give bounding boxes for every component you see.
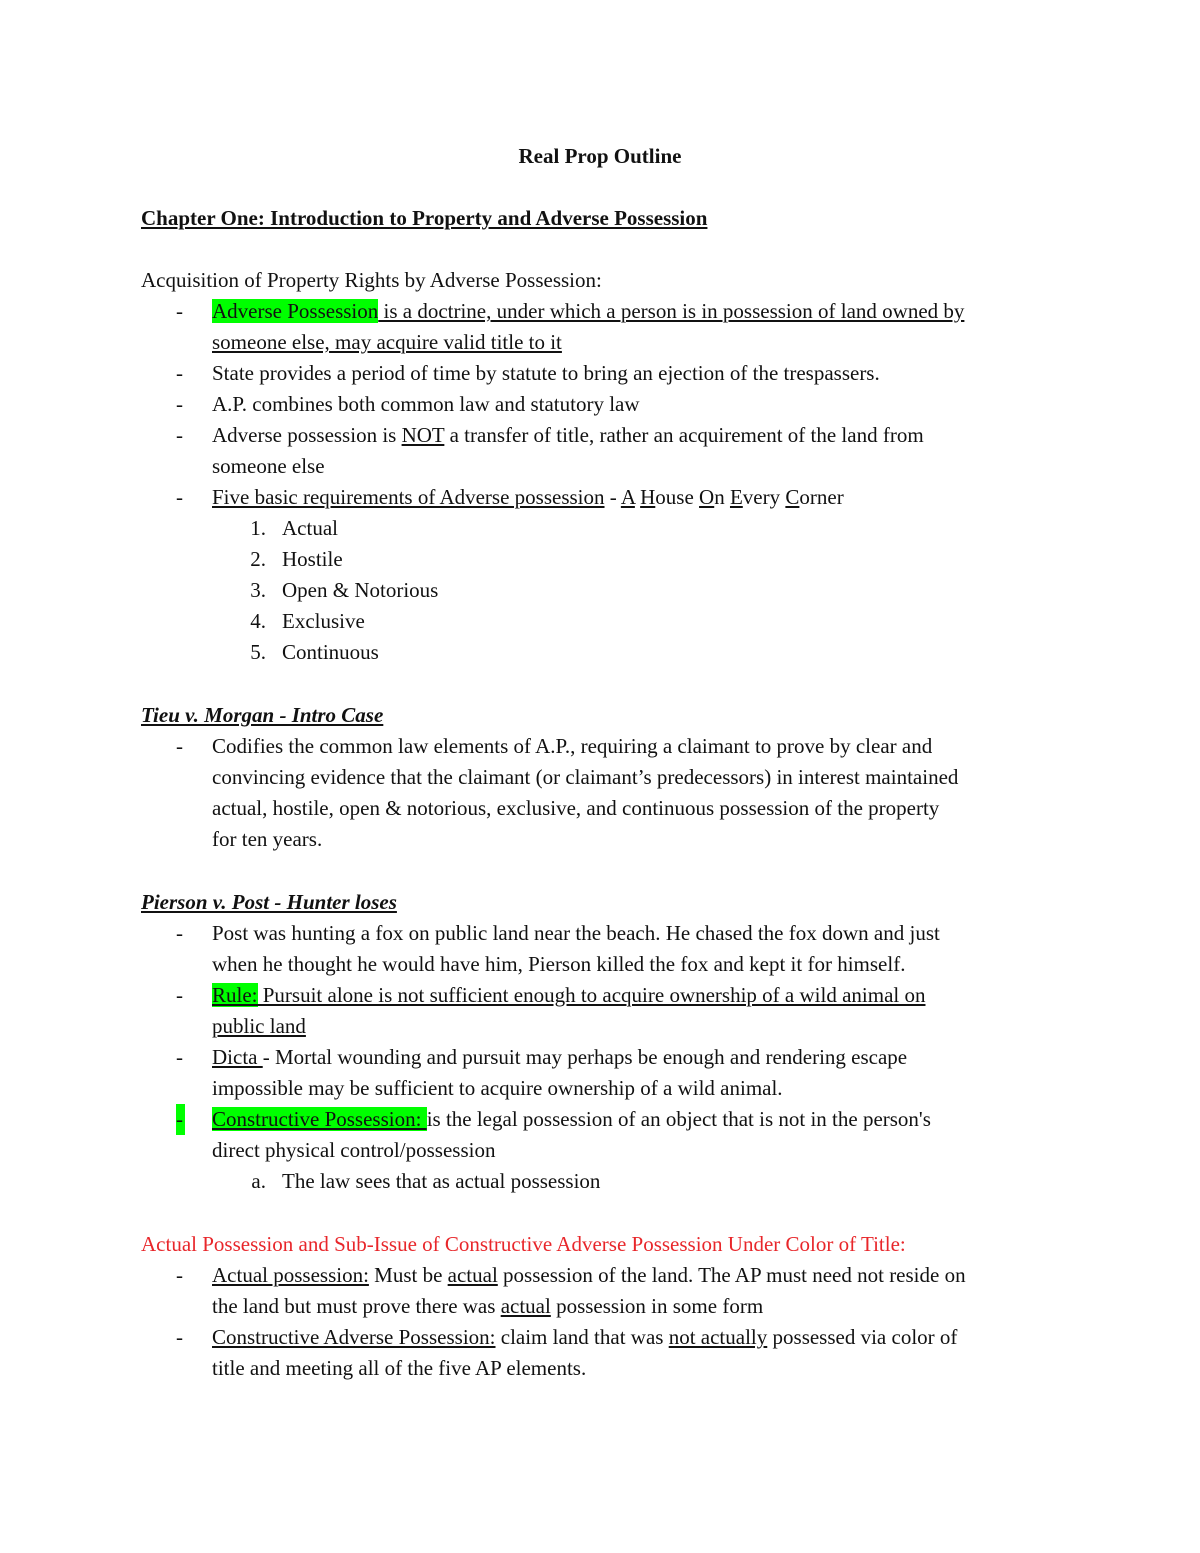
section-heading: Actual Possession and Sub-Issue of Constructive Adverse Possession Under Color of Title: — [141, 1232, 906, 1256]
bullet-dash: - — [176, 1325, 183, 1349]
bullet-item — [141, 296, 1071, 327]
underlined-term: Constructive Adverse Possession: — [212, 1325, 496, 1349]
bullet-item: - Actual possession: Must be actual possession of the land. The AP must need not reside on — [141, 1260, 1071, 1291]
numbered-item: 1. Actual — [250, 516, 338, 540]
underlined-term: Dicta — [212, 1045, 263, 1069]
bullet-item: - A.P. combines both common law and statutory law — [141, 389, 1071, 420]
bullet-item: - Dicta - Mortal wounding and pursuit may perhaps be enough and rendering escape — [141, 1042, 1071, 1073]
bullet-dash: - — [176, 734, 183, 758]
document-title: Real Prop Outline — [518, 144, 682, 168]
bullet-dash: - — [176, 485, 183, 509]
case-heading: Tieu v. Morgan - Intro Case — [141, 703, 384, 727]
underlined-text: Pursuit alone is not sufficient enough to acquire ownership of a wild animal on — [257, 983, 926, 1007]
bullet-dash: - — [176, 392, 183, 416]
bullet-item — [141, 980, 1071, 1011]
case-heading: Pierson v. Post - Hunter loses — [141, 890, 397, 914]
bullet-item: - Five basic requirements of Adverse possession - A House On Every Corner — [141, 482, 1071, 513]
mnemonic: A House On Every Corner — [620, 485, 844, 509]
bullet-item: - Constructive Possession: is the legal possession of an object that is not in the person's — [141, 1104, 1071, 1135]
underlined-text: is a doctrine, under which a person is in possession of land owned by — [378, 299, 965, 323]
bullet-item: - Post was hunting a fox on public land near the beach. He chased the fox down and just — [141, 918, 1071, 949]
bullet-dash: - — [176, 921, 183, 945]
numbered-item: 4. Exclusive — [250, 609, 365, 633]
section-actual-possession: Actual Possession and Sub-Issue of Constructive Adverse Possession Under Color of Title: - Actual possession: Must be actual possession of the land. The AP must need not reside on the land but must prove there was actual possession in some form - Constructive Adverse Possession: claim land that was not actually possessed via color of title and meeting all of the five AP elements. — [141, 1229, 1071, 1384]
highlighted-term: Constructive Possession: — [212, 1107, 427, 1131]
bullet-item: - Constructive Adverse Possession: claim land that was not actually possessed via color of — [141, 1322, 1071, 1353]
bullet-dash: - — [176, 1045, 183, 1069]
numbered-item: 2. Hostile — [250, 547, 343, 571]
bullet-dash: - — [176, 361, 183, 385]
section-tieu-v-morgan: Tieu v. Morgan - Intro Case - Codifies the common law elements of A.P., requiring a claimant to prove by clear and convincing evidence that the claimant (or claimant’s predecessors) in interest maintained actual, hostile, open & notorious, exclusive, and continuous possession of the property for ten years. — [141, 700, 1071, 855]
bullet-dash: - — [176, 1263, 183, 1287]
section-adverse-possession: Acquisition of Property Rights by Adverse Possession: - Adverse Possession is a doctrine, under which a person is in possession of land owned by someone else, may acquire valid title to it - State provides a period of time by statute to bring an ejection of the trespassers. - A.P. combines both common law and statutory law - Adverse possession is NOT a transfer of title, rather an acquirement of the land from someone else - Five basic requirements of Adverse possession - A House On Every Corner 1. Actual 2. Hostile 3. Open & Notorious 4. Exclusive 5. Continuous — [141, 265, 1071, 668]
section-pierson-v-post: Pierson v. Post - Hunter loses - Post was hunting a fox on public land near the beach. He chased the fox down and just when he thought he would have him, Pierson killed the fox and kept it for himself. - Rule: Pursuit alone is not sufficient enough to acquire ownership of a wild animal on public land - Dicta - Mortal wounding and pursuit may perhaps be enough and rendering escape impossible may be sufficient to acquire ownership of a wild animal. - Constructive Possession: is the legal possession of an object that is not in the person's direct physical control/possession a. The law sees that as actual possession — [141, 887, 1071, 1197]
numbered-item: 5. Continuous — [250, 640, 379, 664]
underlined-text: Five basic requirements of Adverse possession — [212, 485, 605, 509]
bullet-dash: - — [176, 299, 183, 323]
bullet-item: - State provides a period of time by statute to bring an ejection of the trespassers. — [141, 358, 1071, 389]
underlined-term: Actual possession: — [212, 1263, 369, 1287]
underlined-text: someone else, may acquire valid title to it — [212, 330, 562, 354]
sub-item: a. The law sees that as actual possession — [251, 1169, 601, 1193]
bullet-item: - Adverse possession is NOT a transfer of title, rather an acquirement of the land from — [141, 420, 1071, 451]
highlighted-term: Rule: — [212, 983, 258, 1007]
bullet-dash: - — [176, 983, 183, 1007]
underlined-text: public land — [212, 1014, 306, 1038]
chapter-heading: Chapter One: Introduction to Property and Adverse Possession — [141, 206, 708, 230]
highlighted-term: Adverse Possession — [212, 299, 379, 323]
bullet-item: - Codifies the common law elements of A.P., requiring a claimant to prove by clear and — [141, 731, 1071, 762]
numbered-item: 3. Open & Notorious — [250, 578, 439, 602]
bullet-dash: - — [176, 423, 183, 447]
bullet-dash: - — [176, 1104, 185, 1135]
section-heading: Acquisition of Property Rights by Adverse Possession: — [141, 268, 602, 292]
underlined-word: NOT — [401, 423, 445, 447]
